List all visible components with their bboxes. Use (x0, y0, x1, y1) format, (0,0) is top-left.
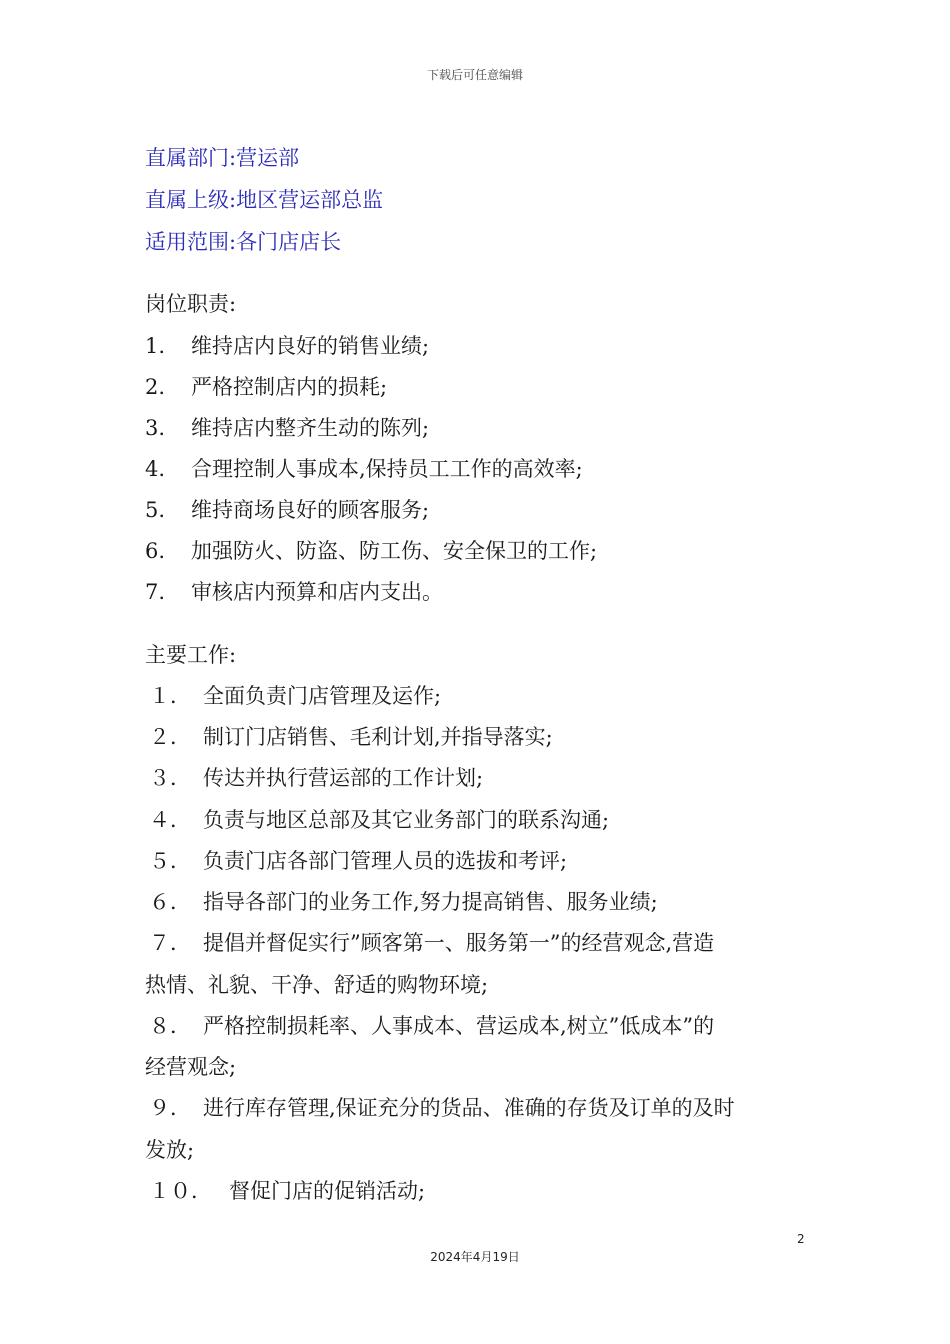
duty-item (145, 414, 429, 442)
duty-item (145, 332, 429, 360)
footer-date: 2024年4月19日 (430, 1250, 520, 1264)
duty-number: 7. (145, 580, 166, 604)
work-item (145, 682, 441, 710)
work-item-continuation: 经营观念; (145, 1055, 237, 1079)
work-text: 全面负责门店管理及运作; (203, 684, 442, 708)
work-number: １０． (149, 1179, 212, 1203)
work-item (145, 806, 609, 834)
work-number: ２． (149, 725, 191, 749)
work-number: ９． (149, 1096, 191, 1120)
meta-superior: 直属上级:地区营运部总监 (145, 188, 384, 212)
work-item (145, 888, 658, 916)
work-item-continuation: 热情、礼貌、干净、舒适的购物环境; (145, 973, 489, 997)
work-title: 主要工作: (145, 643, 237, 667)
duty-item (145, 578, 443, 606)
work-text: 传达并执行营运部的工作计划; (203, 766, 484, 790)
duty-item (145, 373, 387, 401)
work-number: ８． (149, 1014, 191, 1038)
duty-number: 2. (145, 375, 166, 399)
work-text: 提倡并督促实行”顾客第一、服务第一”的经营观念,营造 (203, 931, 715, 955)
work-item (145, 847, 567, 875)
duty-text: 维持商场良好的顾客服务; (191, 498, 430, 522)
work-item (145, 1177, 425, 1205)
work-item (145, 929, 714, 957)
work-text: 督促门店的促销活动; (229, 1179, 426, 1203)
duty-text: 加强防火、防盗、防工伤、安全保卫的工作; (191, 539, 598, 563)
duty-text: 维持店内良好的销售业绩; (191, 334, 430, 358)
duty-text: 审核店内预算和店内支出。 (191, 580, 443, 604)
work-number: ７． (149, 931, 191, 955)
work-number: ３． (149, 766, 191, 790)
duty-number: 1. (145, 334, 166, 358)
meta-department: 直属部门:营运部 (145, 146, 300, 170)
work-number: ５． (149, 849, 191, 873)
work-item (145, 723, 553, 751)
work-text: 严格控制损耗率、人事成本、营运成本,树立”低成本”的 (203, 1014, 715, 1038)
duty-text: 严格控制店内的损耗; (191, 375, 388, 399)
work-item (145, 1012, 714, 1040)
work-text: 进行库存管理,保证充分的货品、准确的存货及订单的及时 (203, 1096, 735, 1120)
page-number: 2 (797, 1232, 805, 1246)
duty-number: 4. (145, 457, 166, 481)
duty-number: 6. (145, 539, 166, 563)
work-number: ４． (149, 808, 191, 832)
work-text: 制订门店销售、毛利计划,并指导落实; (203, 725, 553, 749)
duty-item (145, 496, 429, 524)
duty-text: 维持店内整齐生动的陈列; (191, 416, 430, 440)
work-item-continuation: 发放; (145, 1138, 195, 1162)
meta-scope: 适用范围:各门店店长 (145, 230, 342, 254)
duty-item (145, 537, 597, 565)
duties-title: 岗位职责: (145, 292, 237, 316)
duty-number: 5. (145, 498, 166, 522)
work-text: 负责与地区总部及其它业务部门的联系沟通; (203, 808, 610, 832)
work-text: 指导各部门的业务工作,努力提高销售、服务业绩; (203, 890, 658, 914)
work-number: １． (149, 684, 191, 708)
work-text: 负责门店各部门管理人员的选拔和考评; (203, 849, 568, 873)
work-number: ６． (149, 890, 191, 914)
duty-text: 合理控制人事成本,保持员工工作的高效率; (191, 457, 583, 481)
work-item (145, 1094, 735, 1122)
duty-number: 3. (145, 416, 166, 440)
work-item (145, 764, 483, 792)
header-note: 下载后可任意编辑 (426, 68, 523, 82)
duty-item (145, 455, 583, 483)
